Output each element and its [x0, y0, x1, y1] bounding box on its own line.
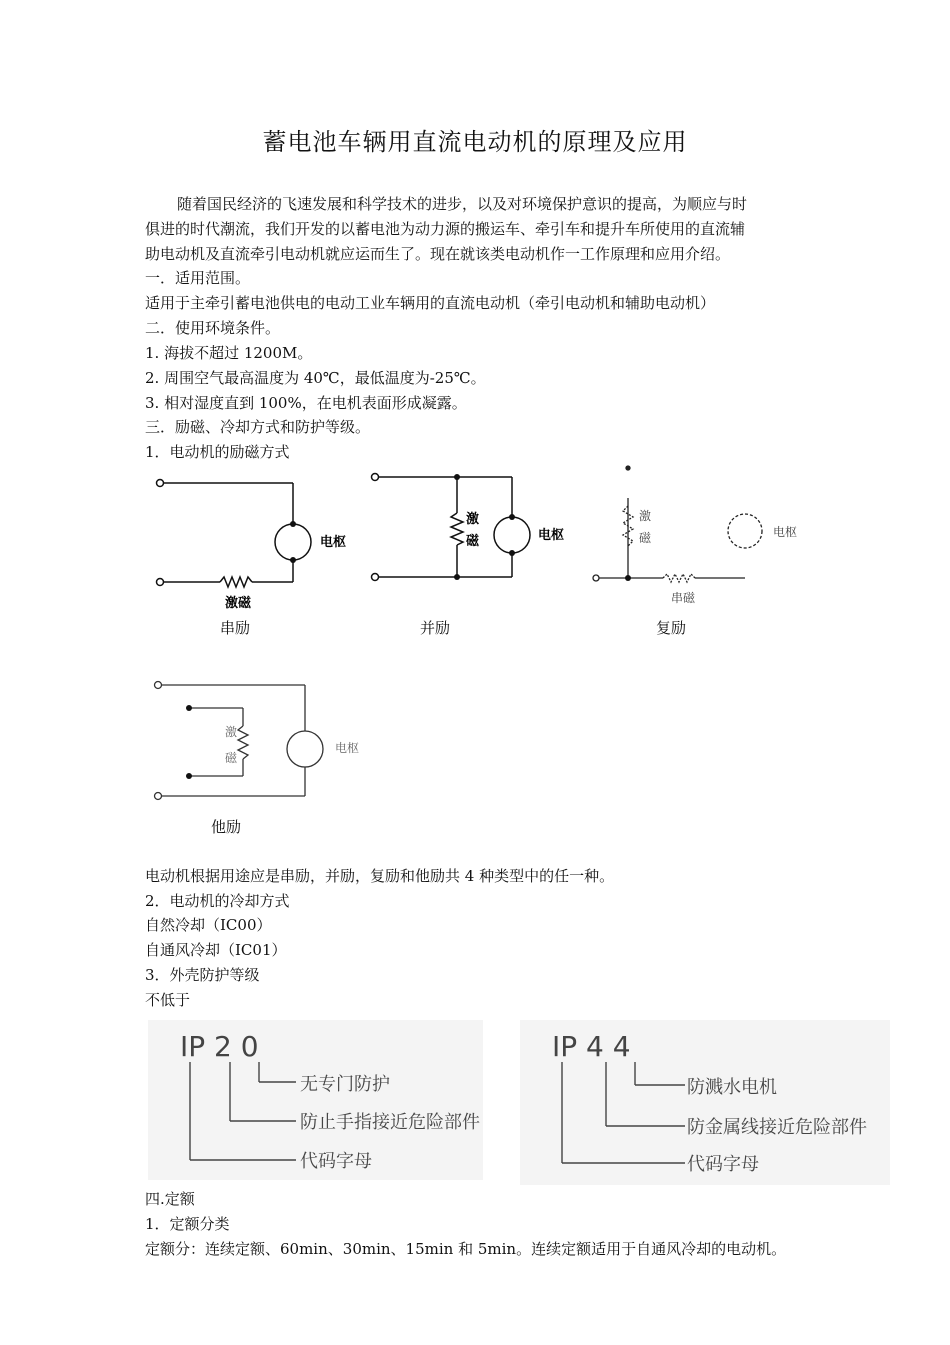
section-1-text: 适用于主牵引蓄电池供电的电动工业车辆用的直流电动机（牵引电动机和辅助电动机）: [145, 294, 716, 312]
separate-excitation-diagram: [145, 673, 370, 813]
cooling-item: 自然冷却（IC00）: [145, 916, 272, 934]
intro-line-2: 俱进的时代潮流，我们开发的以蓄电池为动力源的搬运车、牵引车和提升车所使用的直流辅: [145, 220, 746, 238]
field-label: 激: [466, 512, 480, 527]
section-2-item: 2. 周围空气最高温度为 40℃，最低温度为-25℃。: [145, 369, 486, 387]
ip-code: IP 4 4: [552, 1030, 631, 1063]
compound-excitation-diagram: [583, 458, 813, 608]
compound-caption: 复励: [656, 619, 687, 637]
field-label: 激: [225, 725, 238, 739]
ip20-diagram: [148, 1020, 483, 1180]
field-label: 激: [639, 509, 652, 523]
shunt-excitation-diagram: [362, 465, 572, 595]
ip44-diagram: [520, 1020, 890, 1185]
page-title: 蓄电池车辆用直流电动机的原理及应用: [262, 128, 688, 156]
cooling-item: 自通风冷却（IC01）: [145, 941, 287, 959]
section-3-heading: 三．励磁、冷却方式和防护等级。: [145, 418, 371, 436]
ip-code: IP 2 0: [180, 1030, 259, 1063]
series-excitation-diagram: [145, 467, 360, 617]
shunt-caption: 并励: [420, 619, 451, 637]
section-4-text: 定额分：连续定额、60min、30min、15min 和 5min。连续定额适用于自通风冷却的电动机。: [145, 1240, 787, 1258]
excitation-note: 电动机根据用途应是串励，并励，复励和他励共 4 种类型中的任一种。: [145, 867, 615, 885]
armature-label: 电枢: [320, 535, 347, 550]
field-label: 磁: [466, 534, 480, 549]
armature-label: 电枢: [773, 525, 798, 539]
armature-label: 电枢: [538, 528, 565, 543]
section-1-heading: 一．适用范围。: [145, 269, 251, 287]
ip-desc-line-1: 防溅水电机: [687, 1077, 777, 1098]
ip-desc-line-3: 代码字母: [300, 1151, 372, 1172]
separate-caption: 他励: [211, 818, 242, 836]
not-lower-text: 不低于: [145, 991, 191, 1009]
ip-desc-line-3: 代码字母: [687, 1154, 759, 1175]
section-3-sub-heading: 3．外壳防护等级: [145, 966, 260, 984]
section-2-item: 3. 相对湿度直到 100%，在电机表面形成凝露。: [145, 394, 467, 412]
series-caption: 串励: [220, 619, 251, 637]
intro-line-3: 助电动机及直流牵引电动机就应运而生了。现在就该类电动机作一工作原理和应用介绍。: [145, 245, 731, 263]
series-field-label: 串磁: [671, 591, 696, 605]
field-label: 磁: [225, 751, 238, 765]
section-3-sub-heading: 1．电动机的励磁方式: [145, 443, 290, 461]
section-4-heading: 四.定额: [145, 1190, 195, 1208]
ip-desc-line-2: 防止手指接近危险部件: [300, 1112, 480, 1133]
field-label: 激磁: [225, 596, 252, 611]
section-2-heading: 二．使用环境条件。: [145, 319, 281, 337]
armature-label: 电枢: [335, 741, 360, 755]
section-2-item: 1. 海拔不超过 1200M。: [145, 344, 313, 362]
field-label: 磁: [639, 531, 652, 545]
section-3-sub-heading: 2．电动机的冷却方式: [145, 892, 290, 910]
intro-line-1: 随着国民经济的飞速发展和科学技术的进步，以及对环境保护意识的提高，为顺应与时: [177, 195, 748, 213]
ip-desc-line-2: 防金属线接近危险部件: [687, 1117, 867, 1138]
section-4-sub-heading: 1．定额分类: [145, 1215, 230, 1233]
ip-desc-line-1: 无专门防护: [300, 1074, 390, 1095]
